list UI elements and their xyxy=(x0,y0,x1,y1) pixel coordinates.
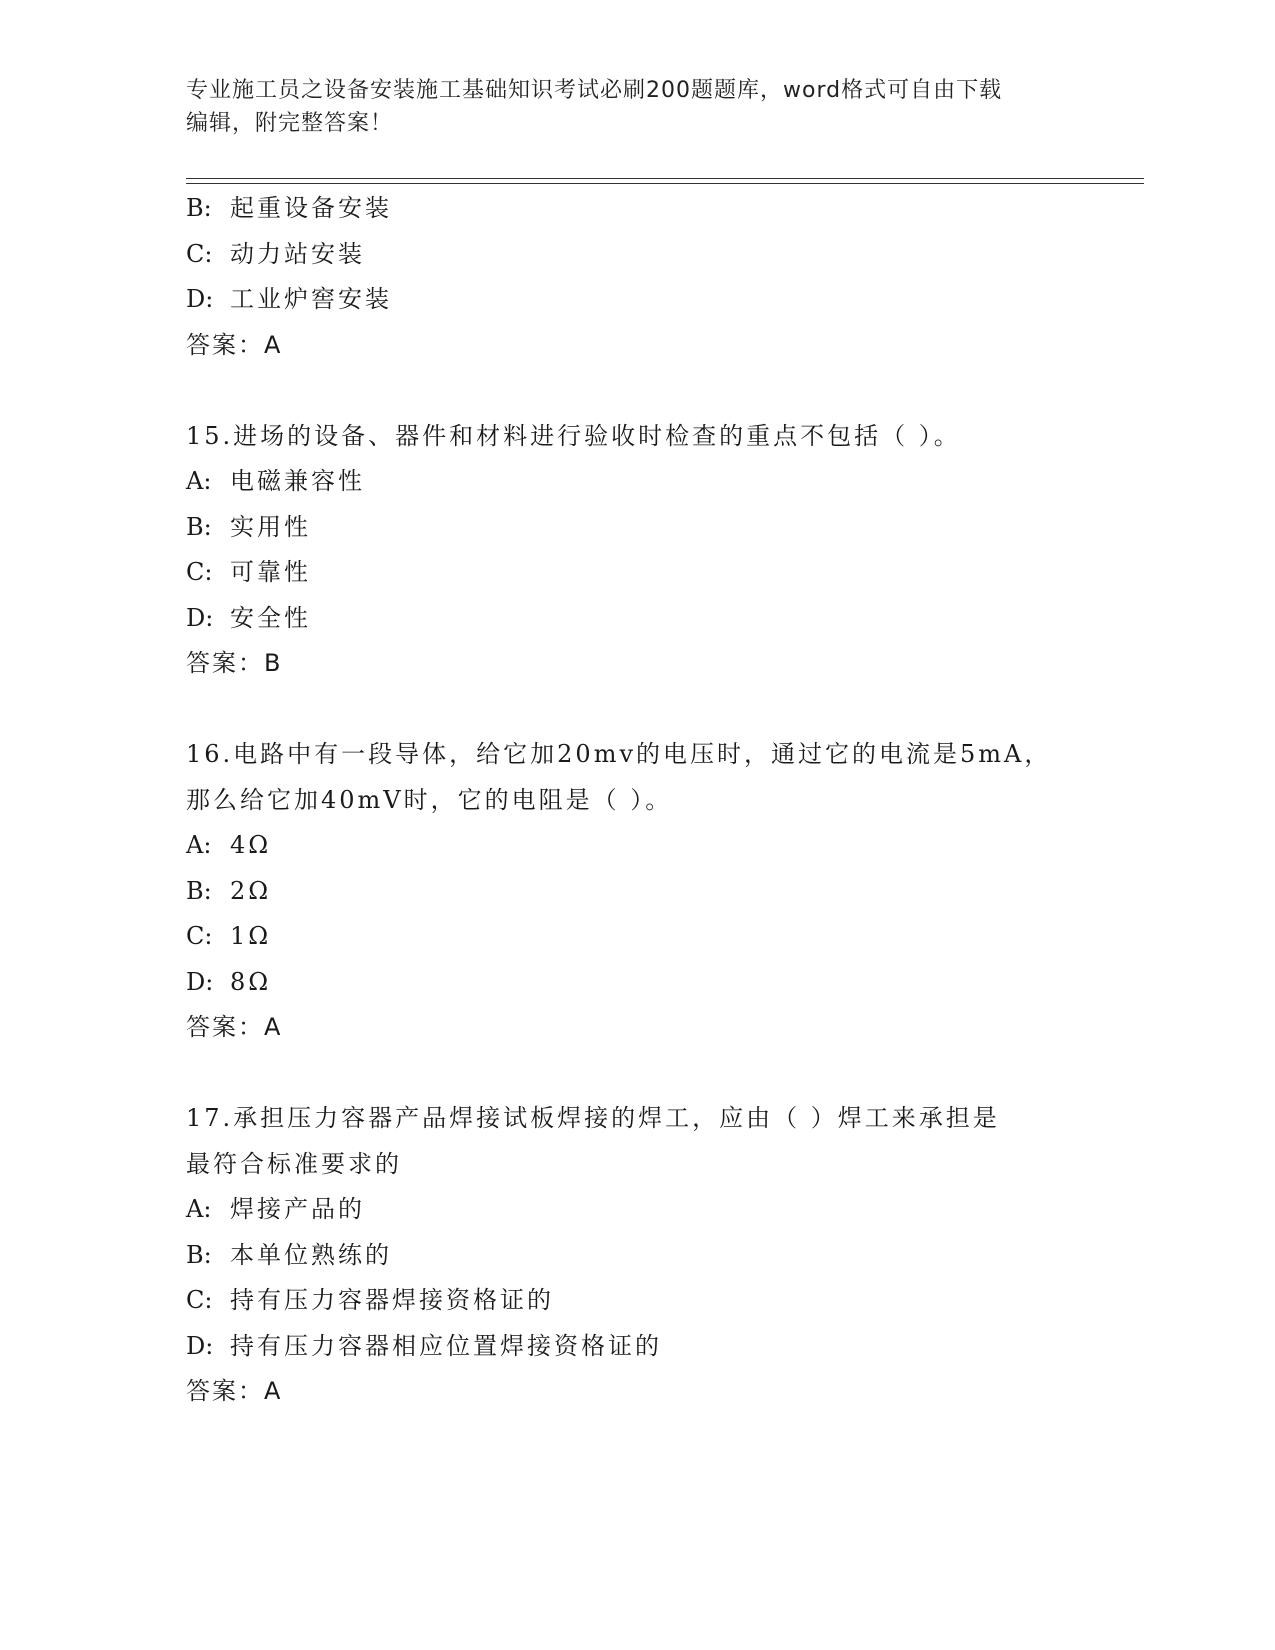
option-b: B: 本单位熟练的 xyxy=(186,1240,392,1269)
option-a: A: 4Ω xyxy=(186,831,272,859)
question-stem-line-2: 最符合标准要求的 xyxy=(186,1149,402,1178)
header-title-line-2: 编辑，附完整答案！ xyxy=(186,111,394,136)
spacer xyxy=(186,687,1086,733)
answer: 答案：A xyxy=(186,330,283,359)
option-c: C: 可靠性 xyxy=(186,558,311,586)
option-a: A: 焊接产品的 xyxy=(186,1195,365,1223)
header-title-line-1: 专业施工员之设备安装施工基础知识考试必刷200题题库，word格式可自由下载 xyxy=(186,78,1003,103)
option-b: B: 实用性 xyxy=(186,512,311,541)
page-header xyxy=(186,74,1066,140)
answer: 答案：A xyxy=(186,1377,283,1405)
answer: 答案：A xyxy=(186,1013,283,1041)
option-c: C: 1Ω xyxy=(186,922,272,950)
option-d: D: 工业炉窖安装 xyxy=(186,285,392,313)
option-a: A: 电磁兼容性 xyxy=(186,467,365,495)
question-15 xyxy=(186,414,1086,687)
option-d: D: 持有压力容器相应位置焊接资格证的 xyxy=(186,1331,662,1360)
header-divider-top xyxy=(186,178,1144,179)
document-body xyxy=(186,186,1086,1415)
option-b: B: 2Ω xyxy=(186,876,272,905)
option-c: C: 动力站安装 xyxy=(186,239,365,268)
question-stem-line-1: 16.电路中有一段导体，给它加20mv的电压时，通过它的电流是5mA， xyxy=(186,740,1052,768)
question-14-continued xyxy=(186,186,1086,368)
spacer xyxy=(186,368,1086,414)
spacer xyxy=(186,1051,1086,1097)
option-d: D: 8Ω xyxy=(186,967,272,996)
question-16 xyxy=(186,732,1086,1051)
question-17 xyxy=(186,1096,1086,1415)
option-c: C: 持有压力容器焊接资格证的 xyxy=(186,1286,554,1314)
option-b: B: 起重设备安装 xyxy=(186,194,392,222)
option-d: D: 安全性 xyxy=(186,603,311,632)
header-divider-bottom xyxy=(186,183,1144,184)
question-stem-line-2: 那么给它加40mV时，它的电阻是（ ）。 xyxy=(186,785,673,814)
answer: 答案：B xyxy=(186,649,283,677)
question-stem: 15.进场的设备、器件和材料进行验收时检查的重点不包括（ ）。 xyxy=(186,421,961,450)
question-stem-line-1: 17.承担压力容器产品焊接试板焊接的焊工，应由（ ）焊工来承担是 xyxy=(186,1104,1000,1132)
